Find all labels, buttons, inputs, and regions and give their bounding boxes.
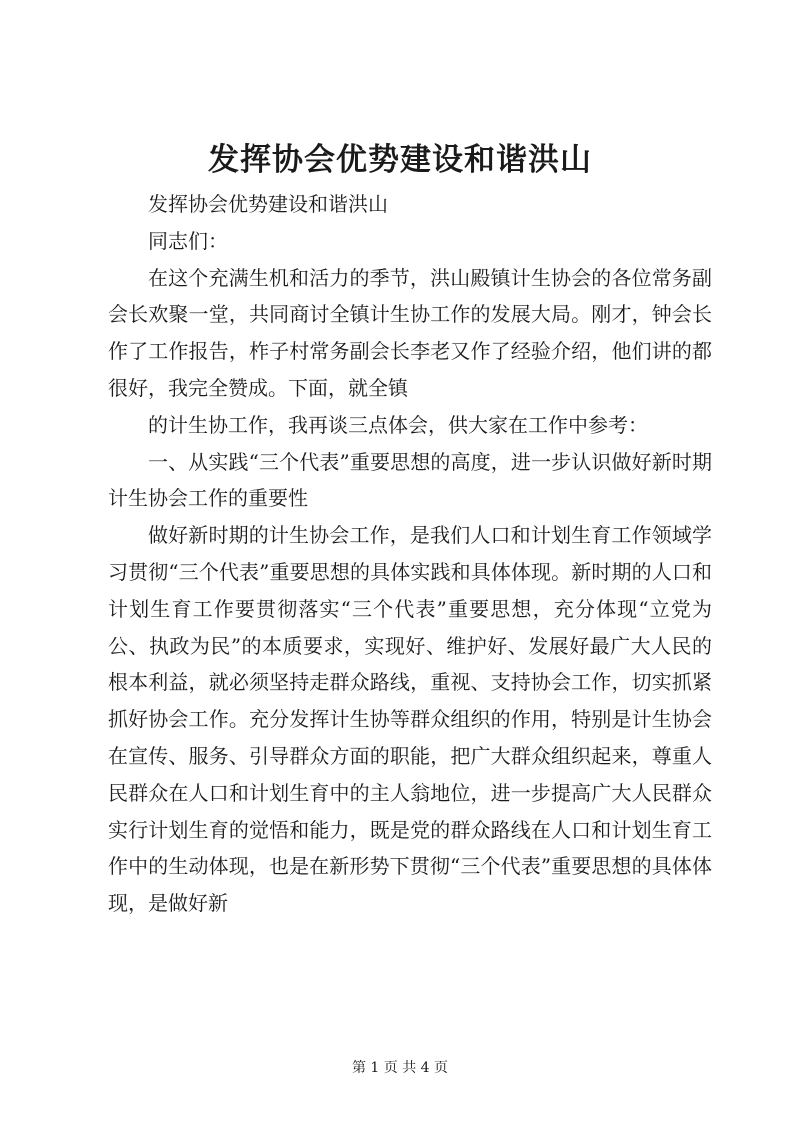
paragraph-salutation: 同志们： xyxy=(148,228,228,253)
paragraph-body: 做好新时期的计生协会工作，是我们人口和计划生育工作领域学习贯彻“三个代表”重要思想的具体实践和具体体现。新时期的人口和计划生育工作要贯彻落实“三个代表”重要思想，充分体现“立党为公、执政为民”的本质要求，实现好、维护好、发展好最广大人民的根本利益，就必须坚持走群众路线，重视、支持协会工作，切实抓紧抓好协会工作。充分发挥计生协等群众组织的作用，特别是计生协会在宣传、服务、引导群众方面的职能，把广大群众组织起来，尊重人民群众在人口和计划生育中的主人翁地位，进一步提高广大人民群众实行计划生育的觉悟和能力，既是党的群众路线在人口和计划生育工作中的生动体现，也是在新形势下贯彻“三个代表”重要思想的具体体现，是做好新 xyxy=(108,523,712,916)
document-title: 发挥协会优势建设和谐洪山 xyxy=(208,142,592,178)
paragraph-opening: 在这个充满生机和活力的季节，洪山殿镇计生协会的各位常务副会长欢聚一堂，共同商讨全镇计生协工作的发展大局。刚才，钟会长作了工作报告，柞子村常务副会长李老又作了经验介绍，他们讲的都很好，我完全赞成。下面，就全镇 xyxy=(108,265,712,400)
paragraph-continuation: 的计生协工作，我再谈三点体会，供大家在工作中参考： xyxy=(148,412,648,437)
document-body xyxy=(108,186,712,922)
paragraph-subtitle: 发挥协会优势建设和谐洪山 xyxy=(148,192,388,216)
page-footer: 第 1 页 共 4 页 xyxy=(351,1060,449,1076)
paragraph-section-heading: 一、从实践“三个代表”重要思想的高度，进一步认识做好新时期计生协会工作的重要性 xyxy=(108,449,712,511)
